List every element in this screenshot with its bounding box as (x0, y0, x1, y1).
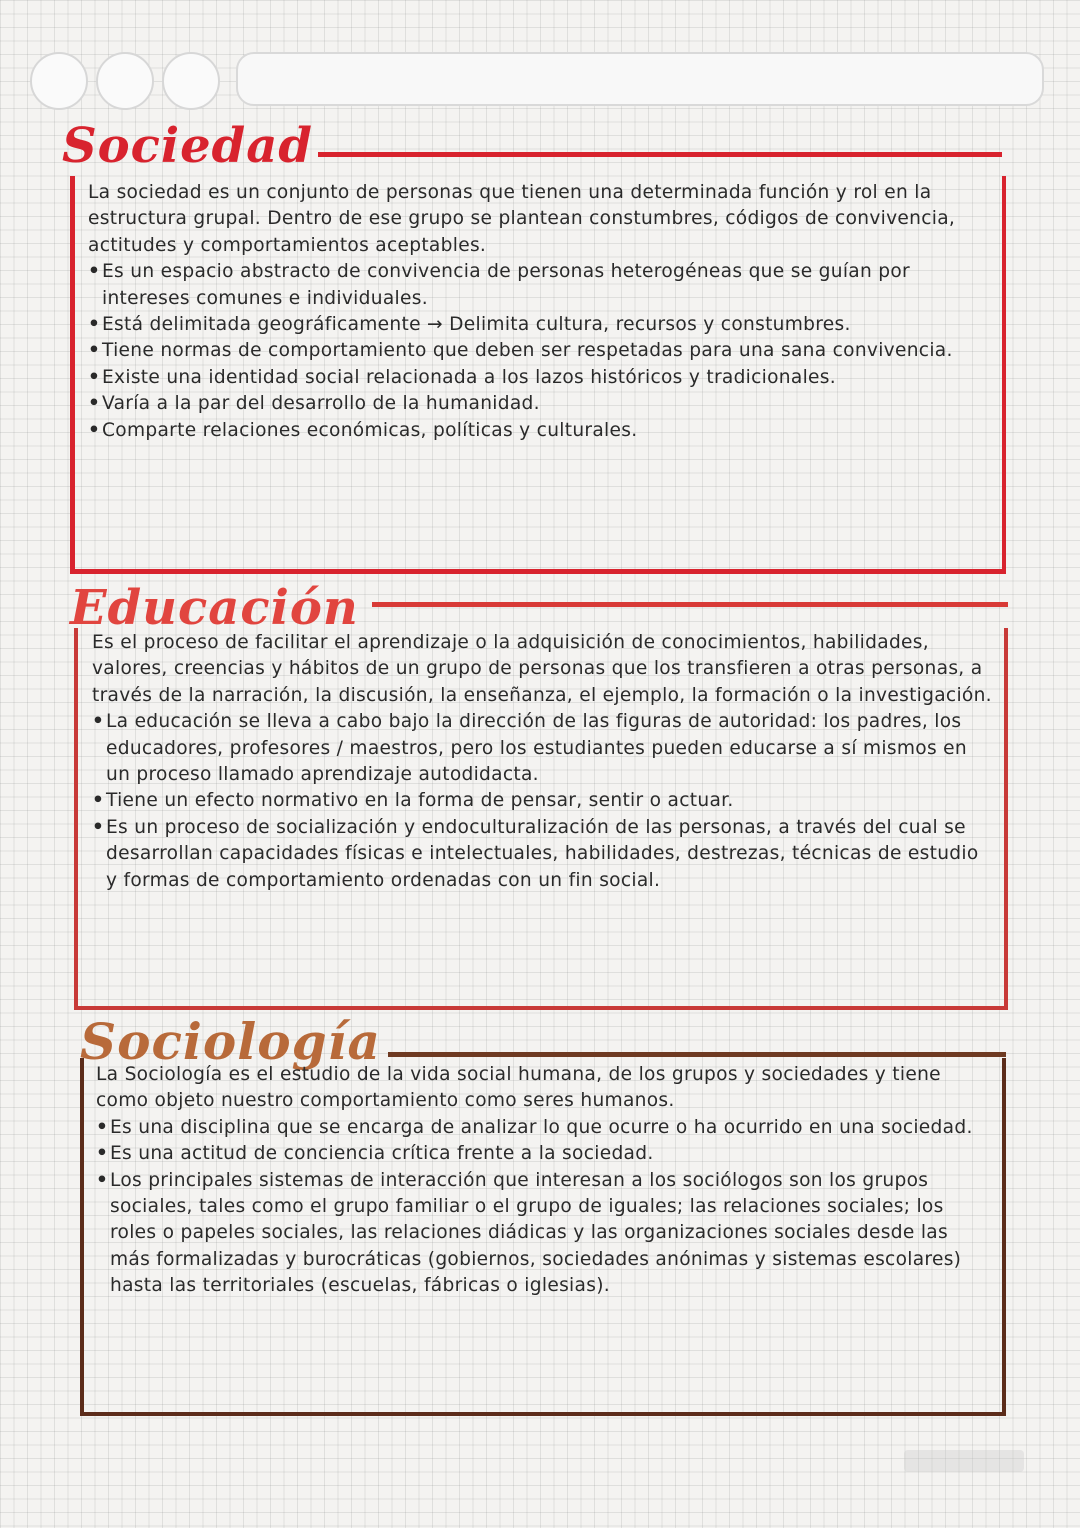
section-title-sociedad: Sociedad (62, 118, 313, 174)
section-title-sociologia: Sociología (80, 1012, 381, 1071)
bullet-item: • Es una disciplina que se encarga de analizar lo que ocurre o ha ocurrido en una sociedad. (96, 1115, 994, 1141)
bullet-item: • Varía a la par del desarrollo de la humanidad. (88, 391, 996, 417)
section-title-educacion: Educación (70, 580, 359, 636)
binder-hole (30, 52, 88, 110)
section-body-sociologia (96, 1062, 994, 1300)
section-intro: La sociedad es un conjunto de personas que tienen una determinada función y rol en la estructura grupal. Dentro de ese grupo se plantean constumbres, códigos de convivencia, actitudes y comportamientos aceptables. (88, 182, 956, 256)
title-underline (318, 152, 1002, 157)
section-intro: La Sociología es el estudio de la vida social humana, de los grupos y sociedades y tiene como objeto nuestro comportamiento como seres humanos. (96, 1064, 941, 1112)
notebook-header (0, 0, 1080, 118)
title-underline (372, 602, 1008, 607)
bullet-item: • Está delimitada geográficamente → Delimita cultura, recursos y constumbres. (88, 312, 996, 338)
bullet-item: • Es un proceso de socialización y endoculturalización de las personas, a través del cual se desarrollan capacidades físicas e intelectuales, habilidades, destrezas, técnicas de estudio y formas de comportamiento ordenadas con un fin social. (92, 815, 992, 894)
page-header-field (236, 52, 1044, 106)
bullet-item: • Existe una identidad social relacionada a los lazos históricos y tradicionales. (88, 365, 996, 391)
bullet-item: • Tiene un efecto normativo en la forma de pensar, sentir o actuar. (92, 788, 992, 814)
bullet-list (88, 259, 996, 444)
section-intro: Es el proceso de facilitar el aprendizaje o la adquisición de conocimientos, habilidades, valores, creencias y hábitos de un grupo de personas que los transfieren a otras personas, a través de la narración, la discusión, la enseñanza, el ejemplo, la formación o la investigación. (92, 632, 992, 706)
bullet-item: • Tiene normas de comportamiento que deben ser respetadas para una sana convivencia. (88, 338, 996, 364)
title-underline (388, 1052, 1006, 1057)
bullet-item: • Es una actitud de conciencia crítica frente a la sociedad. (96, 1141, 994, 1167)
watermark (904, 1450, 1024, 1472)
binder-hole (162, 52, 220, 110)
bullet-item: • Comparte relaciones económicas, políticas y culturales. (88, 418, 996, 444)
bullet-list (96, 1115, 994, 1300)
bullet-item: • Los principales sistemas de interacción que interesan a los sociólogos son los grupos sociales, tales como el grupo familiar o el grupo de iguales; las relaciones sociales; los roles o papeles sociales, las relaciones diádicas y las organizaciones sociales desde las más formalizadas y burocráticas (gobiernos, sociedades anónimas y sistemas escolares) hasta las territoriales (escuelas, fábricas o iglesias). (96, 1168, 994, 1300)
bullet-item: • Es un espacio abstracto de convivencia de personas heterogéneas que se guían por intereses comunes e individuales. (88, 259, 996, 312)
bullet-item: • La educación se lleva a cabo bajo la dirección de las figuras de autoridad: los padres, los educadores, profesores / maestros, pero los estudiantes pueden educarse a sí mismos en un proceso llamado aprendizaje autodidacta. (92, 709, 992, 788)
bullet-list (92, 709, 992, 894)
section-body-educacion (92, 630, 992, 894)
binder-hole (96, 52, 154, 110)
section-body-sociedad (88, 180, 996, 444)
